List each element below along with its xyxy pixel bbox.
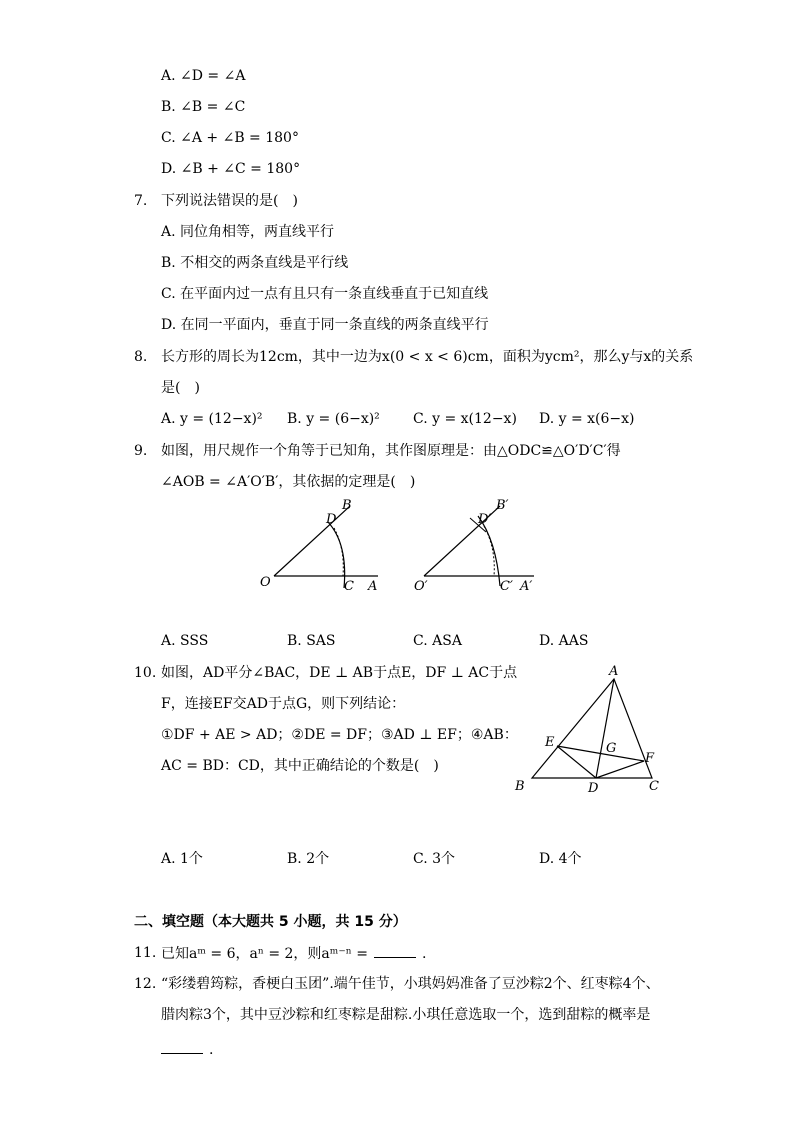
- q6-option-b: B. ∠B = ∠C: [161, 99, 246, 115]
- q9-number: 9.: [134, 443, 148, 459]
- q8-stem-line1: 长方形的周长为12cm，其中一边为x(0 < x < 6)cm，面积为ycm²，那么y与x的关系: [161, 349, 694, 365]
- q10-label-c: C: [649, 779, 659, 794]
- q7-number: 7.: [134, 193, 148, 209]
- q9-label-a-prime: A′: [520, 579, 533, 594]
- q10-option-c: C. 3个: [413, 851, 456, 867]
- q9-label-d-prime: D′: [478, 512, 492, 527]
- q10-stem-line3: ①DF + AE > AD；②DE = DF；③AD ⊥ EF；④AB：: [161, 727, 518, 743]
- q10-label-a: A: [609, 664, 619, 679]
- q10-label-f: F: [645, 751, 655, 766]
- q12-answer-blank[interactable]: [161, 1039, 203, 1054]
- q8-option-d: D. y = x(6−x): [539, 411, 635, 427]
- q10-label-e: E: [545, 735, 555, 750]
- q12-period: .: [209, 1042, 214, 1058]
- q9-label-b-prime: B′: [496, 498, 509, 513]
- q9-option-b: B. SAS: [287, 633, 336, 649]
- q9-stem-line2: ∠AOB = ∠A′O′B′，其依据的定理是( ): [161, 474, 416, 490]
- q12-line1: “彩缕碧筠粽，香梗白玉团”.端午佳节，小琪妈妈准备了豆沙粽2个、红枣粽4个、: [161, 976, 660, 992]
- q9-figure-left: [260, 498, 378, 594]
- q9-label-b: B: [342, 498, 352, 513]
- q9-option-d: D. AAS: [539, 633, 589, 649]
- q9-label-d: D: [326, 512, 337, 527]
- q10-stem-line4: AC = BD：CD，其中正确结论的个数是( ): [161, 758, 439, 774]
- q9-figure: [250, 492, 550, 602]
- q9-label-o: O: [260, 575, 271, 590]
- q10-option-b: B. 2个: [287, 851, 330, 867]
- q9-figure-right: [414, 498, 534, 594]
- q11-number: 11.: [134, 945, 157, 961]
- q12-number: 12.: [134, 976, 157, 992]
- q10-stem-line1: 如图，AD平分∠BAC，DE ⊥ AB于点E，DF ⊥ AC于点: [161, 665, 518, 681]
- q10-figure: [510, 660, 670, 795]
- q7-option-b: B. 不相交的两条直线是平行线: [161, 255, 349, 271]
- q7-option-d: D. 在同一平面内，垂直于同一条直线的两条直线平行: [161, 317, 489, 333]
- q10-label-b: B: [515, 779, 525, 794]
- q6-option-d: D. ∠B + ∠C = 180°: [161, 161, 301, 177]
- section-title-fill-blank: 二、填空题（本大题共 5 小题，共 15 分）: [134, 914, 407, 930]
- q7-option-a: A. 同位角相等，两直线平行: [161, 224, 335, 240]
- q9-label-a: A: [368, 579, 378, 594]
- q12-line2: 腊肉粽3个，其中豆沙粽和红枣粽是甜粽.小琪任意选取一个，选到甜粽的概率是: [161, 1007, 651, 1023]
- q8-option-a: A. y = (12−x)²: [161, 411, 263, 427]
- q10-option-a: A. 1个: [161, 851, 203, 867]
- q9-label-c-prime: C′: [500, 579, 513, 594]
- q8-option-c: C. y = x(12−x): [413, 411, 517, 427]
- q11-answer-blank[interactable]: [374, 943, 416, 958]
- q9-option-a: A. SSS: [161, 633, 209, 649]
- q10-option-d: D. 4个: [539, 851, 582, 867]
- q11-period: .: [421, 946, 427, 962]
- q12-answer-line: [161, 1039, 213, 1060]
- q9-stem-line1: 如图，用尺规作一个角等于已知角，其作图原理是：由△ODC≌△O′D′C′得: [161, 443, 621, 459]
- q10-stem-line2: F，连接EF交AD于点G，则下列结论：: [161, 696, 406, 712]
- q11-text: 已知aᵐ = 6，aⁿ = 2，则aᵐ⁻ⁿ =: [161, 946, 368, 962]
- q6-option-a: A. ∠D = ∠A: [161, 68, 246, 84]
- q10-number: 10.: [134, 665, 157, 681]
- q8-number: 8.: [134, 349, 148, 365]
- q11-stem: [161, 943, 426, 964]
- q8-stem-line2: 是( ): [161, 380, 200, 396]
- q9-option-c: C. ASA: [413, 633, 462, 649]
- q6-option-c: C. ∠A + ∠B = 180°: [161, 130, 299, 146]
- q9-label-o-prime: O′: [414, 579, 428, 594]
- q7-option-c: C. 在平面内过一点有且只有一条直线垂直于已知直线: [161, 286, 489, 302]
- q8-option-b: B. y = (6−x)²: [287, 411, 380, 427]
- q7-stem: 下列说法错误的是( ): [161, 193, 298, 209]
- q10-label-g: G: [606, 741, 617, 756]
- q9-label-c: C: [344, 579, 354, 594]
- q10-label-d: D: [588, 781, 599, 795]
